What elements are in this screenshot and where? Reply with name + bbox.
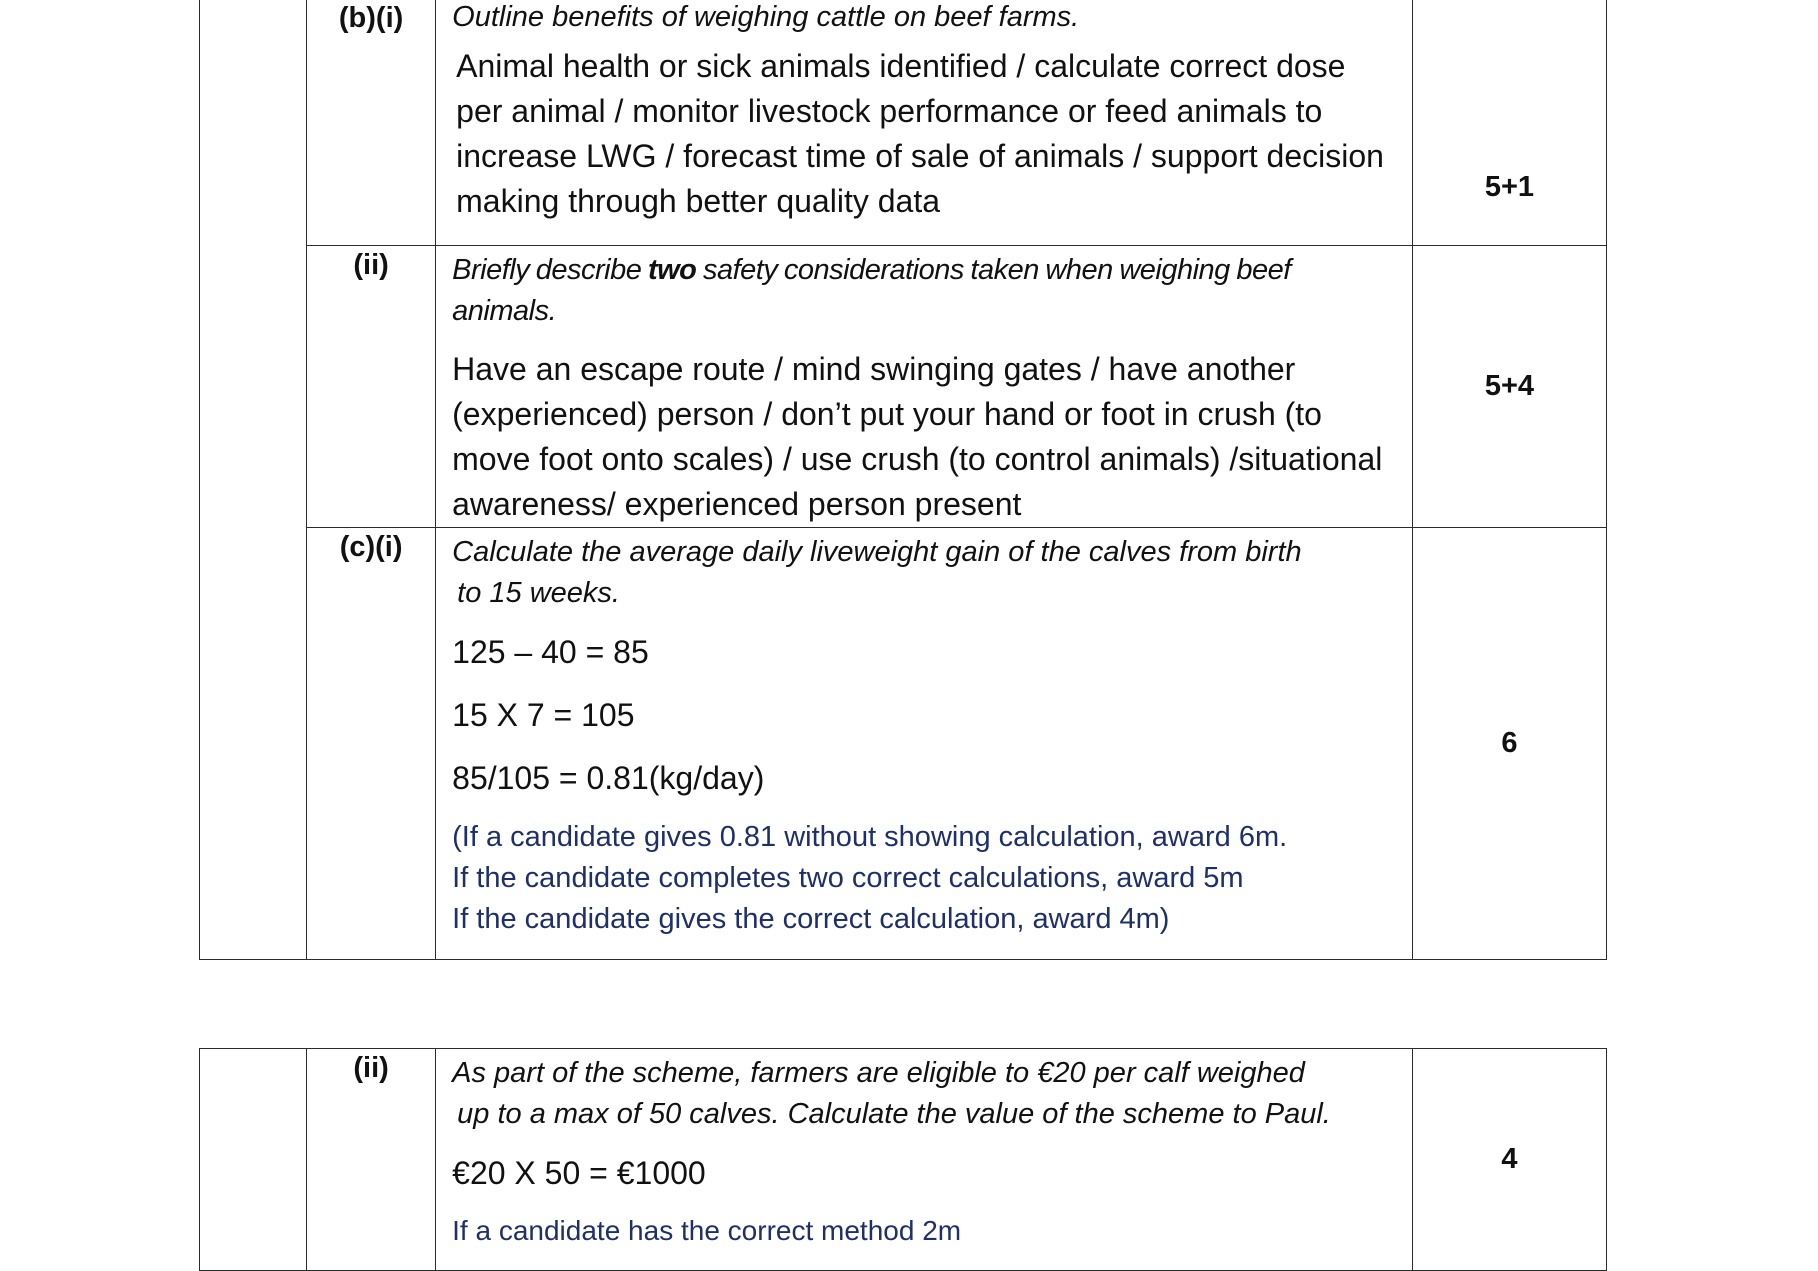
marking-note: If a candidate has the correct method 2m	[452, 1215, 962, 1246]
calculation-step-3: 85/105 = 0.81(kg/day)	[452, 760, 765, 796]
question-text-line-1: Calculate the average daily liveweight gain of the calves from birth	[452, 536, 1302, 568]
question-label: (c)(i)	[307, 528, 436, 960]
question-text-emphasis: two	[647, 254, 697, 286]
question-cell	[436, 0, 1413, 246]
calculation-step: €20 X 50 = €1000	[452, 1155, 706, 1191]
table-row	[200, 0, 1607, 246]
question-text-line-1: As part of the scheme, farmers are eligible to €20 per calf weighed	[452, 1057, 1305, 1089]
marks-cell: 6	[1412, 528, 1606, 960]
blank-cell	[200, 0, 307, 960]
question-text-line-2: to 15 weeks.	[457, 577, 620, 609]
question-text-pre: Briefly describe	[452, 254, 648, 286]
question-cell	[436, 1049, 1413, 1271]
table-row	[200, 1049, 1607, 1271]
question-text-line-2: up to a max of 50 calves. Calculate the value of the scheme to Paul.	[457, 1098, 1331, 1130]
question-text	[452, 250, 1398, 332]
marks-cell: 5+4	[1412, 246, 1606, 528]
marks-cell: 4	[1412, 1049, 1606, 1271]
question-cell	[436, 246, 1413, 528]
blank-cell	[200, 1049, 307, 1271]
marking-note-line-3: If the candidate gives the correct calculation, award 4m)	[452, 903, 1170, 935]
marks-cell: 5+1	[1412, 0, 1606, 246]
table-row	[200, 528, 1607, 960]
question-text-post: safety considerations taken when weighing beef animals.	[452, 254, 1291, 327]
calculation-step-2: 15 X 7 = 105	[452, 697, 635, 733]
marking-note-line-2: If the candidate completes two correct calculations, award 5m	[452, 862, 1244, 894]
answer-text: Animal health or sick animals identified / calculate correct dose per animal / monitor livestock performance or feed animals to increase LWG / forecast time of sale of animals / support decision making through better quality data	[456, 48, 1384, 219]
question-label: (ii)	[307, 1049, 436, 1271]
answer-text: Have an escape route / mind swinging gates / have another (experienced) person / don’t put your hand or foot in crush (to move foot onto scales) / use crush (to control animals) /situational awareness/ experienced person present	[452, 351, 1383, 522]
calculation-step-1: 125 – 40 = 85	[452, 634, 649, 670]
question-text: Outline benefits of weighing cattle on beef farms.	[452, 1, 1080, 33]
question-label: (b)(i)	[307, 0, 436, 246]
question-cell	[436, 528, 1413, 960]
marking-note-line-1: (If a candidate gives 0.81 without showing calculation, award 6m.	[452, 821, 1288, 853]
question-label: (ii)	[307, 246, 436, 528]
marking-scheme-table-1	[199, 0, 1607, 960]
marking-scheme-table-2	[199, 1048, 1607, 1271]
table-row	[200, 246, 1607, 528]
